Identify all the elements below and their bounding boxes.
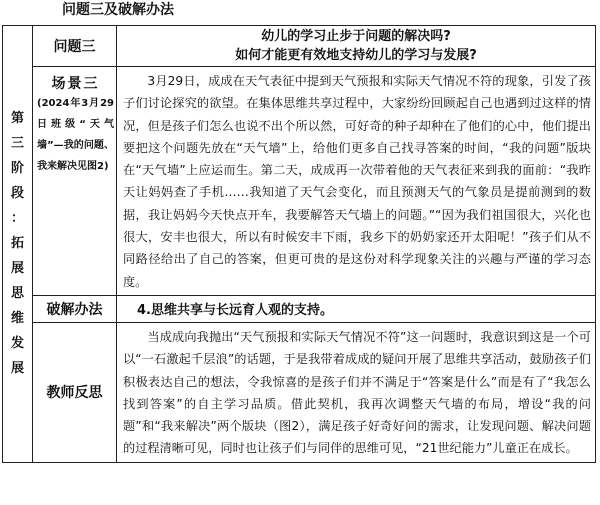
scene-paragraph: 3月29日，成成在天气表征中提到天气预报和实际天气情况不符的现象，引发了孩子们讨论探究的欲望。在集体思维共享过程中，大家纷纷回顾起自己也遇到过这样的情况，但是孩子们怎么也说不出个所以然，可好奇的种子却种在了他们的心中，他们提出要把这个问题先放在“天气墙”上，给他们更多自己找寻答案的时间，“我的问题”版块在“天气墙”上应运而生。第二天，成成再一次带着他的天气表征来到我的面前：“我昨天让妈妈查了手机……我知道了天气会变化，而且预测天气的气象员是提前测到的数据，我让妈妈今天快点开车，我要解答天气墙上的问题。”“因为我们祖国很大，兴化也很大，安丰也很大，所以有时候安丰下雨，我乡下的奶奶家还开太阳呢！”孩子们从不同路径给出了自己的答案，但更可贵的是这份对科学现象关注的兴趣与严谨的学习态度。: [123, 74, 591, 289]
question-line-2: 如何才能更有效地支持幼儿的学习与发展?: [235, 48, 477, 63]
case-table: [2, 25, 596, 463]
stage-char: 思: [10, 286, 24, 302]
stage-char: ：: [10, 211, 24, 227]
page-title: 问题三及破解办法: [62, 2, 174, 18]
reflection-label: 教师反思: [33, 322, 117, 462]
stage-char: 段: [10, 186, 24, 202]
method-label: 破解办法: [33, 295, 117, 322]
stage-char: 维: [10, 311, 24, 327]
question-text: [117, 26, 596, 67]
stage-label-chars: [3, 106, 32, 381]
scene-note: (2024年3月29日班级“天气墙”—我的问题、我来解决见图2): [37, 98, 114, 172]
stage-char: 展: [10, 261, 24, 277]
stage-label: [3, 26, 33, 463]
scene-title: 场景三: [51, 76, 100, 92]
method-row: [3, 295, 596, 322]
question-row: [3, 26, 596, 67]
stage-char: 展: [10, 361, 24, 377]
reflection-text: [117, 322, 596, 462]
reflection-row: [3, 322, 596, 462]
question-label: 问题三: [33, 26, 117, 67]
question-line-1: 幼儿的学习止步于问题的解决吗?: [261, 29, 451, 44]
stage-char: 发: [10, 336, 24, 352]
scene-text: [117, 67, 596, 296]
stage-char: 拓: [10, 236, 24, 252]
stage-char: 阶: [10, 161, 24, 177]
method-text: 4.思维共享与长远育人观的支持。: [117, 295, 596, 322]
stage-char: 三: [10, 136, 24, 152]
scene-label: [33, 67, 117, 296]
stage-char: 第: [10, 111, 24, 127]
reflection-paragraph: 当成成向我抛出“天气预报和实际天气情况不符”这一问题时，我意识到这是一个可以“一石激起千层浪”的话题，于是我带着成成的疑问开展了思维共享活动，鼓励孩子们积极表达自己的想法，令我惊喜的是孩子们并不满足于“答案是什么”而是有了“我怎么找到答案”的自主学习品质。借此契机，我再次调整天气墙的布局，增设“我的问题”和“我来解决”两个版块（图2），满足孩子好奇好问的需求，让发现问题、解决问题的过程清晰可见，同时也让孩子们与同伴的思维可见，“21世纪能力”儿童正在成长。: [123, 329, 591, 456]
scene-row: [3, 67, 596, 296]
